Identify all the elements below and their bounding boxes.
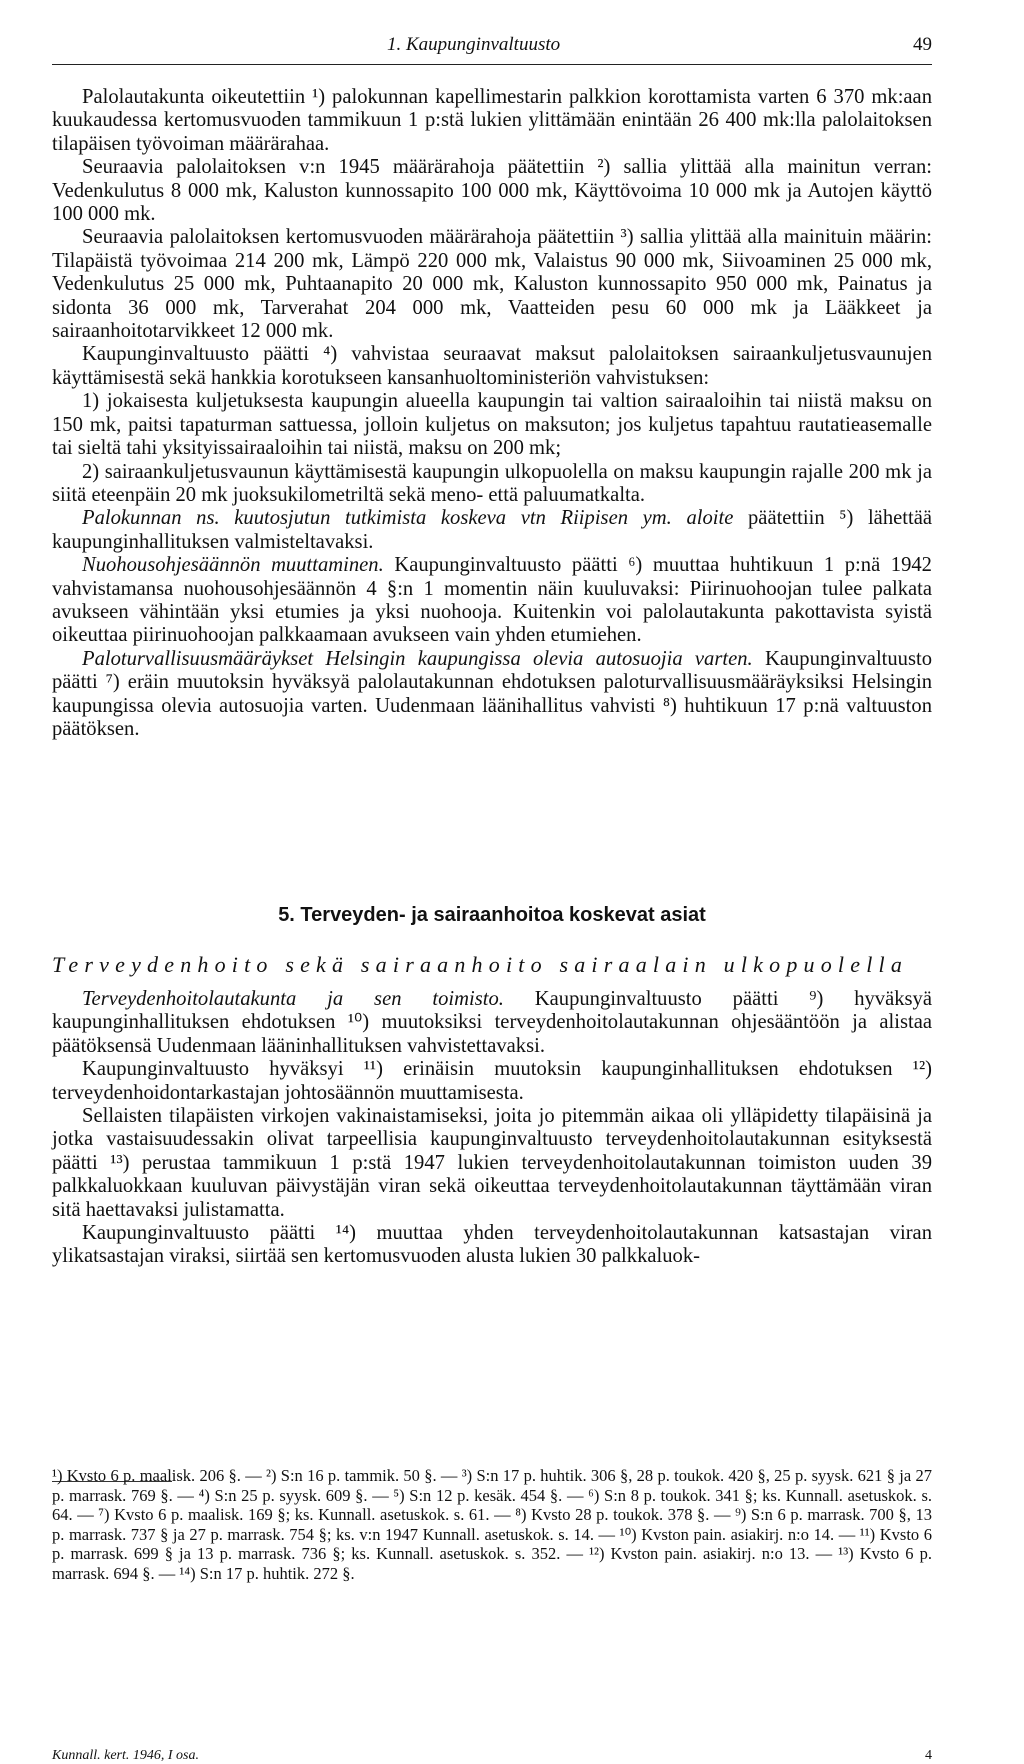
paragraph: Kaupunginvaltuusto päätti ⁴) vahvistaa seuraavat maksut palolaitoksen sairaankuljetusvaunujen käyttämisestä sekä hankkia korotukseen kansanhuoltoministeriön vahvistuksen: — [52, 343, 932, 389]
paragraph: Seuraavia palolaitoksen v:n 1945 määrärahoja päätettiin ²) sallia ylittää alla mainitun verran: Vedenkulutus 8 000 mk, Kaluston kunnossapito 100 000 mk, Käyttövoima 10 000 mk ja Autojen käyttö 100 000 mk. — [52, 156, 932, 226]
paragraph: Kaupunginvaltuusto päätti ¹⁴) muuttaa yhden terveydenhoitolautakunnan katsastajan viran ylikatsastajan viraksi, siirtää sen kertomusvuoden alusta lukien 30 palkkaluok- — [52, 1222, 932, 1268]
running-title: 1. Kaupunginvaltuusto — [387, 34, 561, 55]
subsection-heading: Terveydenhoito sekä sairaanhoito sairaalain ulkopuolella — [52, 952, 909, 977]
document-page — [52, 28, 933, 1763]
paragraph-lead: Palokunnan ns. kuutosjutun tutkimista koskeva vtn Riipisen ym. aloite — [82, 507, 734, 530]
page-header — [52, 28, 932, 58]
paragraph — [52, 554, 932, 648]
footnotes: ¹) Kvsto 6 p. maalisk. 206 §. — ²) S:n 16 p. tammik. 50 §. — ³) S:n 17 p. huhtik. 306 §, 28 p. toukok. 420 §, 25 p. syysk. 621 § ja 27 p. marrask. 769 §. — ⁴) S:n 25 p. syysk. 609 §. — ⁵) S:n 12 p. kesäk. 454 §. — ⁶) S:n 8 p. toukok. 341 §; ks. Kunnall. asetuskok. s. 64. — ⁷) Kvsto 6 p. maalisk. 169 §; ks. Kunnall. asetuskok. s. 61. — ⁸) Kvsto 28 p. toukok. 378 §. — ⁹) S:n 6 p. marrask. 700 §, 13 p. marrask. 737 § ja 27 p. marrask. 754 §; ks. v:n 1947 Kunnall. asetuskok. s. 14. — ¹⁰) Kvston pain. asiakirj. n:o 14. — ¹¹) Kvsto 6 p. marrask. 699 § ja 13 p. marrask. 736 §; ks. Kunnall. asetuskok. s. 352. — ¹²) Kvston pain. asiakirj. n:o 13. — ¹³) Kvsto 6 p. marrask. 694 §. — ¹⁴) S:n 17 p. huhtik. 272 §. — [52, 1466, 932, 1583]
paragraph — [52, 648, 932, 742]
header-rule — [52, 64, 932, 65]
section-fire-department — [52, 86, 932, 741]
paragraph: Seuraavia palolaitoksen kertomusvuoden määrärahoja päätettiin ³) sallia ylittää alla mainituin määrin: Tilapäistä työvoimaa 214 200 mk, Lämpö 220 000 mk, Valaistus 90 000 mk, Siivoaminen 25 000 mk, Vedenkulutus 25 000 mk, Puhtaanapito 20 000 mk, Kaluston kunnossapito 950 000 mk, Painatus ja sidonta 36 000 mk, Tarverahat 204 000 mk, Vaatteiden pesu 60 000 mk ja Lääkkeet ja sairaanhoitotarvikkeet 12 000 mk. — [52, 226, 932, 343]
signature-mark: 4 — [925, 1748, 932, 1763]
paragraph-lead: Paloturvallisuusmääräykset Helsingin kaupungissa olevia autosuojia varten. — [82, 647, 753, 670]
paragraph: Kaupunginvaltuusto hyväksyi ¹¹) erinäisin muutoksin kaupunginhallituksen ehdotuksen ¹²) terveydenhoidontarkastajan johtosäännön muuttamisesta. — [52, 1058, 932, 1104]
paragraph-text: Kaupunginvaltuusto päätti ⁶) muuttaa huhtikuun 1 p:nä 1942 vahvistamansa nuohousohjesäännön 4 §:n 1 momentin näin kuuluvaksi: Piirinuohoojan tulee palkata avukseen vähintään yksi etumies ja yksi nuohooja. Kuitenkin voi palolautakunta pakottavista syistä oikeuttaa piirinuohoojan palkkaamaan avukseen vain yhden etumiehen. — [52, 554, 932, 647]
paragraph-lead: Nuohousohjesäännön muuttaminen. — [82, 554, 384, 577]
paragraph-lead: Terveydenhoitolautakunta ja sen toimisto. — [82, 988, 504, 1010]
paragraph: 2) sairaankuljetusvaunun käyttämisestä kaupungin ulkopuolella on maksu kaupungin rajalle 200 mk ja siitä eteenpäin 20 mk juoksukilometriltä sekä meno- että paluumatkalta. — [52, 460, 932, 506]
page-number: 49 — [913, 34, 932, 55]
paragraph — [52, 507, 932, 554]
paragraph-text: päätettiin ⁵) lähettää kaupunginhallituksen valmisteltavaksi. — [52, 507, 932, 553]
paragraph-text: Kaupunginvaltuusto päätti ⁹) hyväksyä kaupunginhallituksen ehdotuksen ¹⁰) muutoksiksi terveydenhoitolautakunnan ohjesääntöön ja alistaa päätöksensä Uudenmaan lääninhallituksen vahvistettavaksi. — [52, 988, 932, 1057]
section-heading: 5. Terveyden- ja sairaanhoitoa koskevat asiat — [278, 904, 706, 926]
paragraph: Palolautakunta oikeutettiin ¹) palokunnan kapellimestarin palkkion korottamista varten 6 370 mk:aan kuukaudessa kertomusvuoden tammikuun 1 p:stä lukien ylittämään enintään 26 400 mk:lla palolaitoksen tilapäisen työvoiman määrärahaa. — [52, 86, 932, 155]
paragraph: Sellaisten tilapäisten virkojen vakinaistamiseksi, joita jo pitemmän aikaa oli ylläpidetty tilapäisinä ja jotka vastaisuudessakin olivat tarpeellisia kaupunginvaltuusto terveydenhoitolautakunnan esityksestä päätti ¹³) perustaa tammikuun 1 p:stä 1947 lukien terveydenhoitolautakunnan toimiston uuden 39 palkkaluokkaan kuuluvan päivystäjän viran sekä oikeuttaa terveydenhoitolautakunnan täyttämään viran sitä haettavaksi julistamatta. — [52, 1105, 932, 1221]
section-health-care — [52, 988, 932, 1269]
page-footer — [52, 1748, 932, 1764]
paragraph: 1) jokaisesta kuljetuksesta kaupungin alueella kaupungin tai valtion sairaaloihin tai niistä maksu on 150 mk, paitsi tapaturman sattuessa, jolloin kuljetus on maksuton; jos kuljetus tapahtuu rautatieasemalle tai sieltä tahi yksityissairaaloihin tai niistä, maksu on 200 mk; — [52, 390, 932, 460]
publication-reference: Kunnall. kert. 1946, I osa. — [52, 1748, 199, 1763]
paragraph-text: Kaupunginvaltuusto päätti ⁷) eräin muutoksin hyväksyä palolautakunnan ehdotuksen paloturvallisuusmääräyksiksi Helsingin kaupungissa olevia autosuojia varten. Uudenmaan läänihallitus vahvisti ⁸) huhtikuun 17 p:nä valtuuston päätöksen. — [52, 647, 933, 740]
paragraph — [52, 988, 932, 1058]
